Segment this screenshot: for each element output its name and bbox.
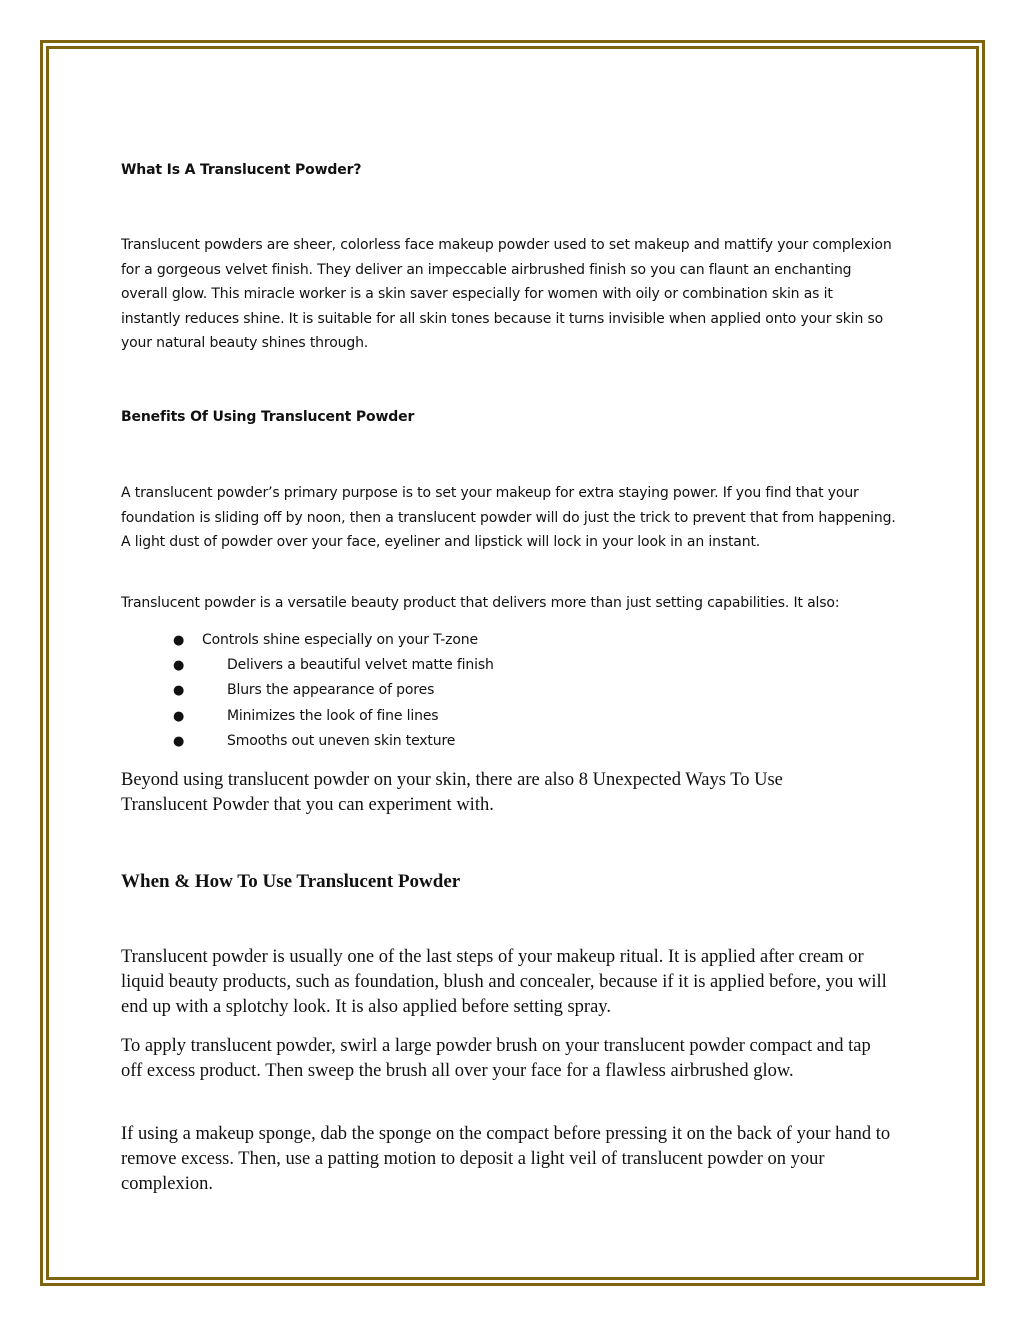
list-item	[121, 729, 821, 754]
bullet-icon: ●	[173, 708, 185, 724]
bullet-icon: ●	[173, 633, 185, 648]
list-item	[121, 704, 821, 729]
list-item-text: Minimizes the look of fine lines	[227, 707, 439, 724]
list-item-text: Smooths out uneven skin texture	[227, 732, 456, 749]
heading-when-how: When & How To Use Translucent Powder	[121, 871, 461, 892]
heading-what-is-translucent-powder: What Is A Translucent Powder?	[121, 162, 362, 178]
paragraph-when: Translucent powder is usually one of the last steps of your makeup ritual. It is applied after cream or liquid beauty products, such as foundation, blush and concealer, because if it is applied before, you will end up with a splotchy look. It is also applied before setting spray.	[121, 947, 887, 1017]
bullet-icon: ●	[173, 683, 185, 699]
paragraph-definition: Translucent powders are sheer, colorless face makeup powder used to set makeup and mattify your complexion for a gorgeous velvet finish. They deliver an impeccable airbrushed finish so you can flaunt an enchanting overall glow. This miracle worker is a skin saver especially for women with oily or combination skin as it instantly reduces shine. It is suitable for all skin tones because it turns invisible when applied onto your skin so your natural beauty shines through.	[121, 237, 892, 351]
bullet-icon: ●	[173, 733, 185, 749]
paragraph-apply-brush: To apply translucent powder, swirl a large powder brush on your translucent powder compact and tap off excess product. Then sweep the brush all over your face for a flawless airbrushed glow.	[121, 1036, 871, 1081]
heading-benefits: Benefits Of Using Translucent Powder	[121, 409, 415, 425]
bullet-icon: ●	[173, 658, 185, 674]
list-item	[121, 653, 821, 678]
list-item-text: Delivers a beautiful velvet matte finish	[227, 657, 494, 674]
list-item-text: Controls shine especially on your T-zone	[202, 632, 478, 648]
paragraph-versatile: Translucent powder is a versatile beauty product that delivers more than just setting capabilities. It also:	[121, 595, 840, 611]
benefits-list	[121, 628, 821, 754]
list-item	[121, 678, 821, 703]
list-item-text: Blurs the appearance of pores	[227, 682, 435, 699]
paragraph-primary-purpose: A translucent powder’s primary purpose is to set your makeup for extra staying power. If you find that your foundation is sliding off by noon, then a translucent powder will do just the trick to prevent that from happening. A light dust of powder over your face, eyeliner and lipstick will lock in your look in an instant.	[121, 485, 896, 550]
paragraph-apply-sponge: If using a makeup sponge, dab the sponge on the compact before pressing it on the back of your hand to remove excess. Then, use a patting motion to deposit a light veil of translucent powder on your complexion.	[121, 1124, 891, 1194]
list-item	[121, 628, 821, 653]
paragraph-unexpected-ways: Beyond using translucent powder on your skin, there are also 8 Unexpected Ways To Use Translucent Powder that you can experiment with.	[121, 770, 783, 815]
